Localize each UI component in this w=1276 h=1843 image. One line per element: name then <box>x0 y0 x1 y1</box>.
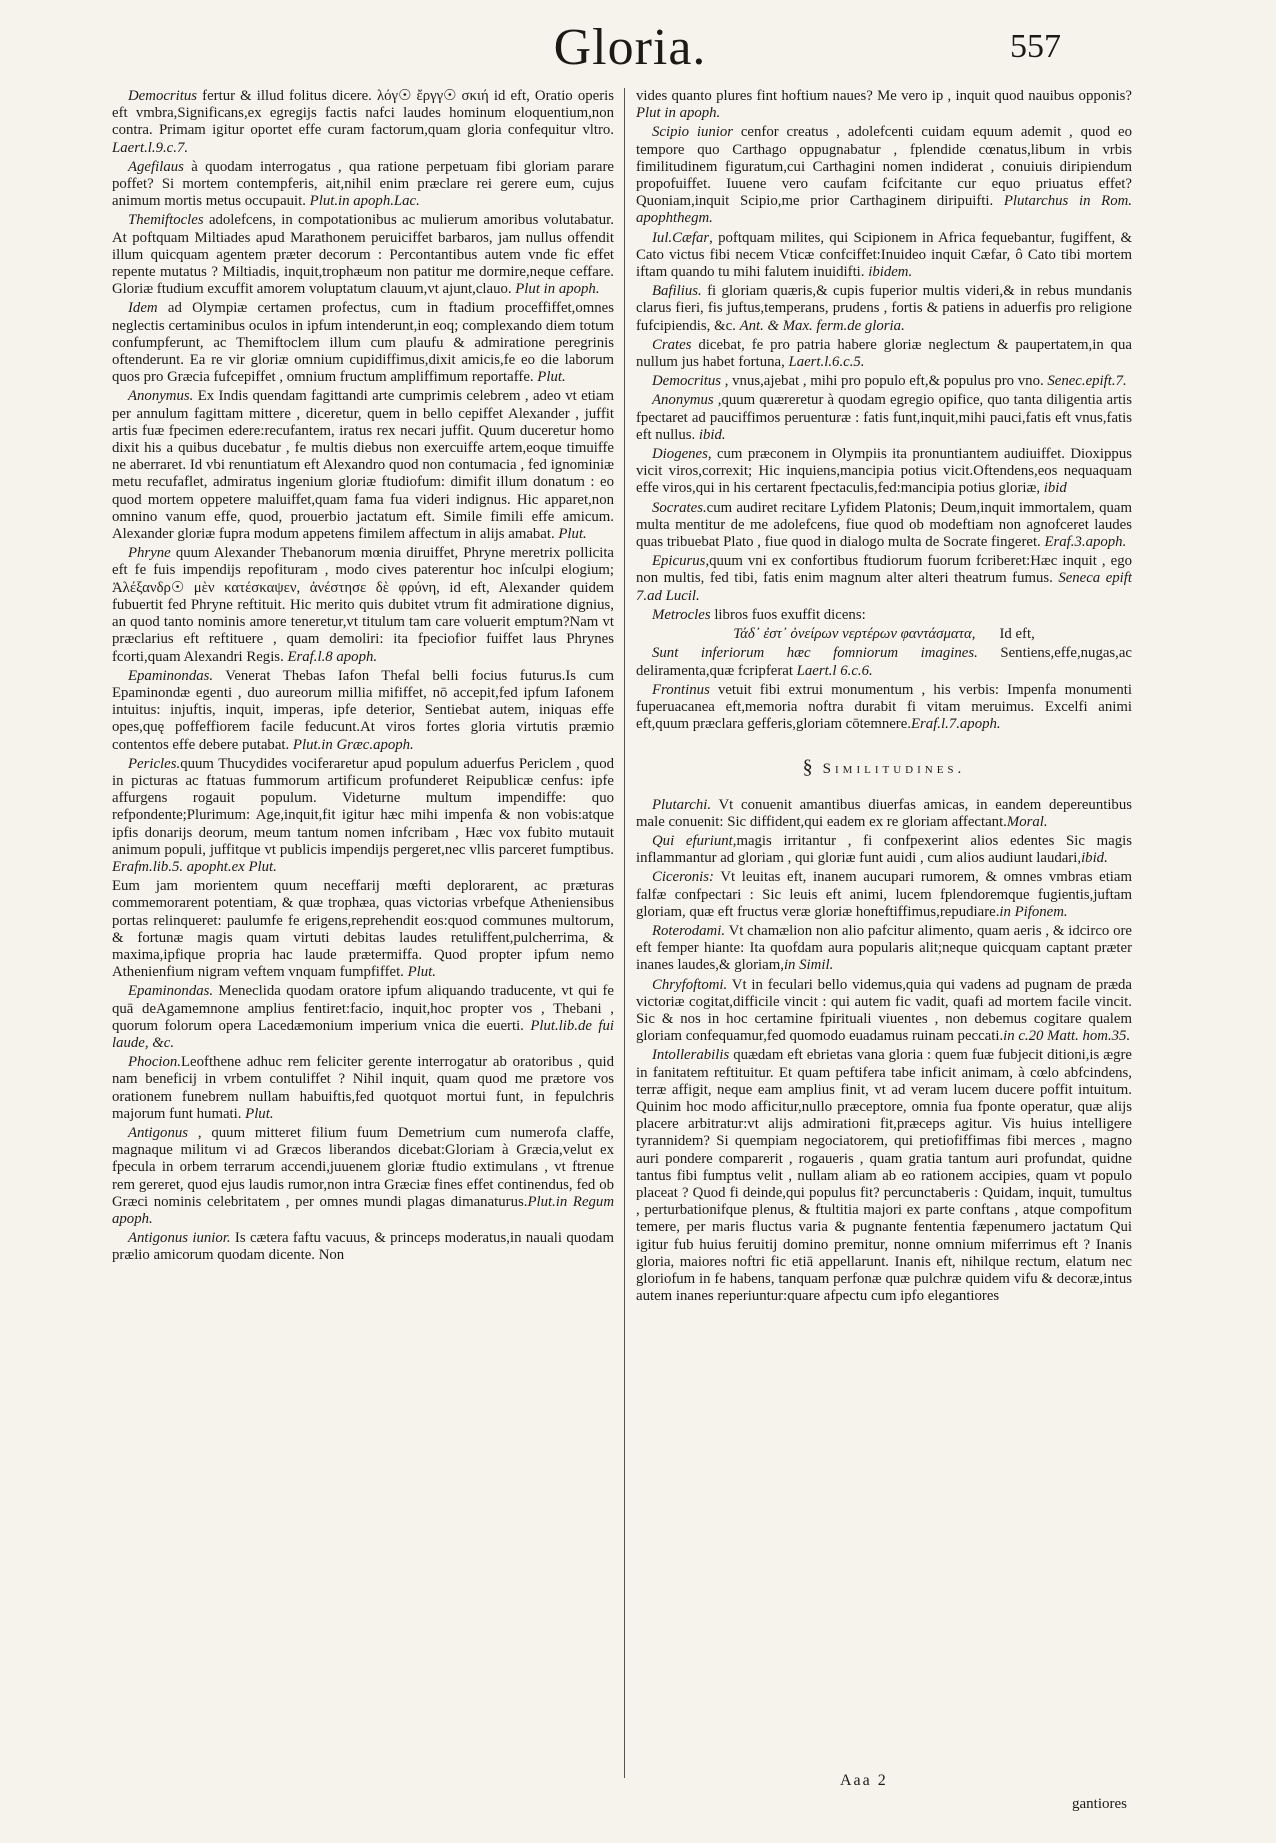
entry-text: , vnus,ajebat , mihi pro populo eft,& populus pro vno. <box>721 373 1048 390</box>
entry-name: Idem <box>128 300 158 317</box>
entry-paragraph <box>112 668 614 754</box>
entry-text: , poftquam milites, qui Scipionem in Africa fequebantur, fugiffent, & Cato victus fibi necem Vticæ confciffet:Inuideo inquit Cæfar, ô Cato tibi mortem iftam quando tu mihi falutem inuidifti. <box>636 229 1132 281</box>
source-reference: Plut. <box>537 369 566 386</box>
source-reference: Eraf.l.8 apoph. <box>287 648 378 665</box>
entry-paragraph <box>636 373 1132 390</box>
entry-text: fi gloriam quæris,& cupis fuperior multis videri,& in rebus mundanis clarus fieri, fis juftus,temperans, prudens , fortis & patiens in aduerfis pro religione fufcipiendis, &c. <box>636 283 1132 334</box>
entry-name: Anonymus <box>652 392 714 409</box>
entry-paragraph <box>636 553 1132 605</box>
entry-name: Qui efuriunt <box>652 832 733 849</box>
entry-paragraph <box>636 607 1132 624</box>
entry-paragraph <box>636 682 1132 734</box>
entry-text: Vt in feculari bello videmus,quia qui vadens ad pugnam de præda victoriæ cogitat,difficile vincit : qui autem fic vadit, quafi ad mortem facile vincit. Sic & nos in hoc certamine fpirituali viuentes , non debemus cogitare qualem gloriam confequamur,fed quomodo euadamus ruinam peccati. <box>636 976 1132 1045</box>
entry-text: Vt conuenit amantibus diuerfas amicas, in eandem depereuntibus male conuenit: Sic diffident,qui eadem ex re gloriam affectant. <box>636 796 1132 830</box>
source-reference: Erafm.lib.5. apopht.ex Plut. <box>112 858 277 875</box>
entry-paragraph <box>636 797 1132 831</box>
source-reference: Seneca epift 7.ad Lucil. <box>636 570 1132 604</box>
catchword: gantiores <box>1072 1796 1127 1812</box>
source-reference: Laert.l.6.c.5. <box>788 354 865 371</box>
entry-paragraph <box>112 1054 614 1123</box>
entry-text: quædam eft ebrietas vana gloria : quem fuæ fubjecit ditioni,is ægre in fanitatem reftituitur. Et quam peftifera tabe inficit animam, à cœlo abfcindens, terræ affigit, neque eam amplius finit, vt ad veram lucem ducere poffit intuitum. Quinim hoc modo afficitur,nullo præceptore, omnia fua fponte operatur, quæ alijs placere arbitratur:vt alijs admirationi fit,præceps agitur. Vis huius intelligere tyrannidem? Si quempiam negociatorem, qui pretiofiffimas fibi merces , magno auri pondere comparerit , rogaueris , quam gratia tantum auri profundat, quidne tantus fibi fumptus velit , nullam aliam ab eo rationem accipies, quam vt populo placeat ? Quod fi deinde,qui populus fit? percunctaberis : Quidam, inquit, tumultus , perturbationifque plenus, & ftultitia majori ex parte conftans , atque compofitum temere, per maris fluctus varia & pugnante fententia fæpenumero jactatum Qui igitur fub huius feruitij domino premitur, nonne omnium miferrimus eft ? Inanis gloria, maiores noftri fic etiā appellarunt. Inanis eft, nihilque rectum, elatum nec gloriofum in fe habens, tanquam perfonæ quæ pulchræ quidem vifu & decoræ,intus autem inanes reperiuntur:quare afpectu cum ipfo elegantiores <box>636 1047 1132 1305</box>
source-reference: Plut.in Græc.apoph. <box>292 736 414 753</box>
entry-text: vides quanto plures fint hoftium naues? Me vero ip , inquit quod nauibus opponis? <box>636 88 1132 104</box>
entry-paragraph <box>636 833 1132 867</box>
entry-text: Vt leuitas eft, inanem aucupari rumorem, & omnes vmbras etiam falfæ confpectari : Sic leuis eft animi, lucem fplendoremque fugientis,juftam gloriam, quæ eft fructus veræ gloriæ honeftiffimus,repudiare. <box>636 869 1132 920</box>
entry-paragraph <box>636 283 1132 335</box>
source-reference: Ant. & Max. ferm.de gloria. <box>739 317 905 334</box>
source-reference: Eraf.3.apoph. <box>1044 534 1127 551</box>
verse-idest: Id eft, <box>999 626 1035 643</box>
entry-paragraph <box>112 88 614 157</box>
left-column <box>112 88 614 1768</box>
source-reference: Plut in apoph. <box>515 281 600 298</box>
entry-paragraph <box>112 756 614 876</box>
entry-name: Diogenes <box>652 446 708 463</box>
entry-name: Iul.Cæfar <box>652 229 710 246</box>
entry-paragraph <box>112 300 614 386</box>
source-reference: Plut. <box>245 1105 274 1122</box>
entry-paragraph <box>112 1230 614 1264</box>
entry-text: Is cætera faftu vacuus, & princeps moderatus,in nauali quodam prælio amicorum quodam dicente. Non <box>112 1230 614 1264</box>
source-reference: Plutarchus in Rom. apophthegm. <box>636 193 1132 227</box>
source-reference: Plut.in apoph.Lac. <box>309 193 420 210</box>
entry-text: ,quum vni ex confortibus ftudiorum fuorum fcriberet:Hæc inquit , ego non multis, fed tibi, fatis enim magnum alter alteri theatrum fumus. <box>636 553 1132 587</box>
entry-name: Scipio iunior <box>652 124 734 141</box>
right-column <box>636 88 1132 1748</box>
entry-name: Epaminondas. <box>128 667 214 684</box>
source-reference: ibid. <box>1081 850 1108 867</box>
entry-paragraph <box>636 392 1132 444</box>
entry-text: Ex Indis quendam fagittandi arte cumprimis celebrem , adeo vt etiam per annulum fagittam mittere , diceretur, quem in bello cepiffet Alexander , juffit artis fuæ fpecimen edere:recufantem, iratus rex necari juffit. Quum duceretur homo dixit his a quibus ducebatur , fe multis diebus non exercuiffe artem,eoque timuiffe ne aberraret. Id vbi renuntiatum eft Alexandro quod non contumacia , fed ignominiæ metu recufaflet, admiratus ingenium gloriæ ftudiofum: dimifit illum donatum : eo quod mortem oppetere maluiffet,quam fama fua videri indignus. Hic apparet,non omnino vanum effe, quod, prouerbio jactatum eft. Simile fimili effe amicum. Alexander gloriæ fupra modum appetens fimilem affectum in alijs amabat. <box>112 388 614 543</box>
entry-name: Democritus <box>652 373 722 390</box>
greek-verse: Τάδ᾽ ἐστ᾽ ὀνείρων νερτέρων φαντάσματα, <box>733 626 976 643</box>
section-heading <box>636 756 1132 779</box>
entry-paragraph <box>112 1125 614 1228</box>
source-reference: in Pifonem. <box>999 903 1068 920</box>
entry-text: Venerat Thebas Iafon Thefal belli focius futurus.Is cum Epaminondæ egenti , duo aureorum millia mififfet, nō accepit,fed ipfum Iafonem intuitus: injuftis, inquit, imperas, ipfe deterior, Sentiebat autem, iniquas effe opes,quę poffeffiorem facile feducunt.At viros fortes gloria virtutis præmio contentos effe debere putabat. <box>112 667 614 753</box>
entry-name: Themiftocles <box>128 212 204 229</box>
entry-text: vetuit fibi extrui monumentum , his verbis: Impenfa monumenti fuperuacanea eft,memoria noftra durabit fi vitam meruimus. Excelfi animi eft,quum præclara gefferis,gloriam cōtemnere. <box>636 681 1132 733</box>
entry-name: Anonymus. <box>128 388 194 405</box>
entry-name: Epaminondas. <box>128 983 214 1000</box>
entry-name: Phocion. <box>128 1054 182 1071</box>
entry-text: Eum jam morientem quum neceffarij mœfti deplorarent, ac præturas commemorarent potentiam, & quæ trophæa, quas victorias vrbefque Atheniensibus portas relinqueret: paulumfe fe erigens,reprehendit eos:quod communes multorum, & fortunæ magis quam virtuti debitas laudes retuliffent,pulcherrima, & maxima,ipfique propria hac laude prætermiffa. Quod propter ipfum nemo Athenienfium nigram veftem vnquam fumpfiffet. <box>112 878 614 981</box>
section-title: Similitudines. <box>822 761 966 778</box>
entry-paragraph <box>112 388 614 543</box>
entry-name: Intollerabilis <box>652 1047 730 1064</box>
column-divider <box>624 88 625 1778</box>
entry-name: Roterodami. <box>652 922 726 939</box>
entry-name: Crates <box>652 336 692 353</box>
entry-name: Ciceronis: <box>652 869 714 886</box>
entry-paragraph <box>112 159 614 211</box>
entry-text: fertur & illud folitus dicere. λόγ☉ ἔργγ☉ σκιή id eft, Oratio operis eft vmbra,Significans,ex egregijs factis nafci laudes hominum eloquentium,non contra. Primam igitur oportet effe curam factorum,quam gloria confequitur vltro. <box>112 88 614 139</box>
section-mark: § <box>802 756 813 779</box>
entry-text: adolefcens, in compotationibus ac mulierum amoribus volutabatur. At poftquam Miltiades apud Marathonem peruiciffet barbaros, jam nullus offendit illum quicquam agentem præter decorum : Percontantibus autem vnde fic effet repente mutatus ? Miltiadis, inquit,trophæum non patitur me dormire,neque ceffare. Gloriæ ftudium excuffit amorem voluptatum clauum,vt ajunt,clauo. <box>112 212 614 298</box>
page-title: Gloria. <box>553 19 707 76</box>
entry-name: Chryfoftomi. <box>652 976 728 993</box>
entry-text: dicebat, fe pro patria habere gloriæ neglectum & paupertatem,in qua nullum jus habet fortuna, <box>636 336 1132 371</box>
entry-name: Phryne <box>128 545 171 562</box>
entry-text: , quum mitteret filium fuum Demetrium cum numerofa claffe, magnaque militum vi ad Græcos liberandos dicebat:Gloriam à Græcia,velut ex fpecula in orbem terrarum accendi,juuenem gloriæ ftudio extimulans , vt ftrenue rem gereret, quod ejus laudis rumor,non intra Græciæ fines effet continendus, fed ob Græci nominis celebritatem , per omnes mundi plagas dimanaturus. <box>112 1124 614 1210</box>
entry-text: Leofthene adhuc rem feliciter gerente interrogatur ab oratoribus , quid nam beneficij in vrbem contuliffet ? Nihil inquit, quam quod me prætore vos orationem funebrem nullam habuiftis,fed quotquot mortui funt, in fepulchris majorum funt humati. <box>112 1054 614 1122</box>
entry-text: quum Thucydides vociferaretur apud populum aduerfus Periclem , quod in picturas ac ftatuas fummorum artificum profunderet Reipublicæ cenfus: ipfe affurgens rogauit populum. Videturne multum impendiffe: quo refpondente;Plurimum: Age,inquit,fit igitur hæc mihi impenfa & non vobis:atque ipfis donarijs deorum, meum tantum nomen infcribam , Hæc vox fubito mutauit animum populi, juffitque vt publicis impendijs pergeret,nec vllis parceret fumptibus. <box>112 755 614 858</box>
entry-paragraph <box>636 1047 1132 1305</box>
entry-text: ad Olympiæ certamen profectus, cum in ftadium proceffiffet,omnes neglectis certaminibus oculos in ipfum intenderunt,in eoq; complexando diem totum confumpferunt, ac Themiftoclem illum cum plaufu & admiratione peregrinis oftenderunt. Ea re vir gloriæ omnium cupidiffimus,dixit amicis,fe eo die laborum quos pro Græcia fufcepiffet , omnium fructum ampliffimum reportaffe. <box>112 300 614 386</box>
entry-name: Antigonus <box>128 1124 189 1141</box>
source-reference: Plut.in Regum apoph. <box>112 1193 614 1227</box>
entry-paragraph <box>636 337 1132 371</box>
entry-paragraph <box>636 645 1132 679</box>
entry-text: à quodam interrogatus , qua ratione perpetuam fibi gloriam parare poffet? Si mortem contempferis, ait,nihil enim præclare rei gerere eum, cujus animum mortis metus occupauit. <box>112 158 614 210</box>
entry-name: Plutarchi. <box>652 796 712 813</box>
entry-name: Pericles. <box>128 755 181 772</box>
source-reference: Laert.l.9.c.7. <box>112 139 189 156</box>
source-reference: Plut. <box>558 526 587 543</box>
source-reference: in Simil. <box>783 957 834 974</box>
entry-paragraph <box>636 869 1132 921</box>
source-reference: in c.20 Matt. hom.35. <box>1003 1028 1131 1045</box>
entry-paragraph <box>112 212 614 298</box>
entry-name: Socrates. <box>652 499 707 516</box>
source-reference: Laert.l 6.c.6. <box>796 662 873 679</box>
entry-text: Vt chamælion non alio pafcitur alimento, quam aeris , & idcirco ore eft femper hiante: Ita quofdam aura popularis alit;neque quicquam captant præter inanes laudes,& gloriam, <box>636 922 1132 974</box>
entry-name: Bafilius. <box>652 283 702 300</box>
entry-text: quum Alexander Thebanorum mœnia diruiffet, Phryne meretrix pollicita eft fe fuis impendijs repofituram , modo cives paterentur hoc inſculpi elogium; Ἀλέξανδρ☉ μὲν κατέσκαψεν, ἀνέστησε δὲ φρύνη, id eft, Alexander quidem fubuertit fed Phryne reftituit. Hic merito quis dubitet vtrum fit admiratione dignius, an quod tanto nominis amore teneretur,vt titulum tam care voluerit emptum?Nam vt præclarius eft reftituere , quam demoliri: ita fpeciofior fuiffet laus Phrynes fcorti,quam Alexandri Regis. <box>112 545 614 665</box>
entry-paragraph <box>636 230 1132 282</box>
entry-paragraph <box>636 446 1132 498</box>
entry-paragraph <box>112 878 614 981</box>
source-reference: Plut.lib.de fui laude, &c. <box>112 1017 614 1051</box>
entry-name: Democritus <box>128 88 198 104</box>
source-reference: Senec.epift.7. <box>1047 373 1127 390</box>
entry-paragraph <box>636 88 1132 122</box>
entry-paragraph <box>636 977 1132 1046</box>
entry-name: Epicurus <box>652 553 706 570</box>
entry-text: Sentiens,effe,nugas,ac deliramenta,quæ fcripferat <box>636 645 1132 679</box>
entry-name: Agefilaus <box>128 158 184 175</box>
entry-name: Antigonus iunior. <box>128 1230 231 1247</box>
running-head <box>0 18 1276 88</box>
source-reference: Moral. <box>1006 813 1048 830</box>
entry-name: Sunt inferiorum hæc fomniorum imagines. <box>652 645 978 662</box>
entry-text: libros fuos exuffit dicens: <box>710 606 866 623</box>
entry-paragraph <box>636 923 1132 975</box>
entry-paragraph <box>112 983 614 1052</box>
entry-text: cum audiret recitare Lyfidem Platonis; Deum,inquit immortalem, quam multa mentitur de me adolefcens, fiue quod ob modeftiam non agnofceret laudes quas tribuebat Plato , fiue quod in dialogo multa de Socrate fingeret. <box>636 499 1132 551</box>
entry-text: , cum præconem in Olympiis ita pronuntiantem audiuiffet. Dioxippus vicit viros,correxit; Hic inquiens,mancipia potius vicit.Oftendens,eos nequaquam effe viros,qui in his certarent fpectaculis,fed:mancipia potius gloriæ, <box>636 446 1132 497</box>
entry-text: ,magis irritantur , fi confpexerint alios edentes Sic magis inflammantur ad gloriam , qui gloriæ funt auidi , cum alios audiunt laudari, <box>636 832 1132 867</box>
source-reference: Plut in apoph. <box>636 105 721 122</box>
source-reference: ibidem. <box>868 264 913 281</box>
source-reference: ibid <box>1043 480 1067 497</box>
entry-paragraph <box>636 124 1132 227</box>
source-reference: ibid. <box>698 426 726 443</box>
entry-text: Meneclida quodam oratore ipfum aliquando traducente, vt qui fe quā deAgamemnone amplius fentiret:facio, inquit,hoc propter vos , Thebani , quorum folorum opera Lacedæmonium imperium vnica die euerti. <box>112 983 614 1034</box>
entry-paragraph <box>112 545 614 665</box>
verse-line <box>636 626 1132 643</box>
source-reference: Plut. <box>407 964 436 981</box>
entry-paragraph <box>636 500 1132 552</box>
entry-name: Metrocles <box>652 606 711 623</box>
signature-mark: Aaa 2 <box>840 1772 888 1789</box>
entry-text: cenfor creatus , adolefcenti cuidam equum ademit , quod eo tempore quo Carthago oppugnabatur , fplendide cœnatus,libum in vrbis fimilitudinem figuratum,cui Carthagini nomen indiderat , conuiuis diripiendum propofuiffet. Iuuene vero caufam fcifcitante cur equo priuatus effet? Quoniam,inquit Scipio,me prior Carthaginem diripuifti. <box>636 124 1132 210</box>
entry-name: Frontinus <box>652 681 710 698</box>
page-number: 557 <box>1010 28 1061 65</box>
source-reference: Eraf.l.7.apoph. <box>911 716 1001 733</box>
entry-text: ,quum quæreretur à quodam egregio opifice, quo tanta diligentia artis fpectaret ad pauciffimos peruenturæ : fatis funt,inquit,mihi pauci,fatis eft vnus,fatis eft nullus. <box>636 392 1132 443</box>
